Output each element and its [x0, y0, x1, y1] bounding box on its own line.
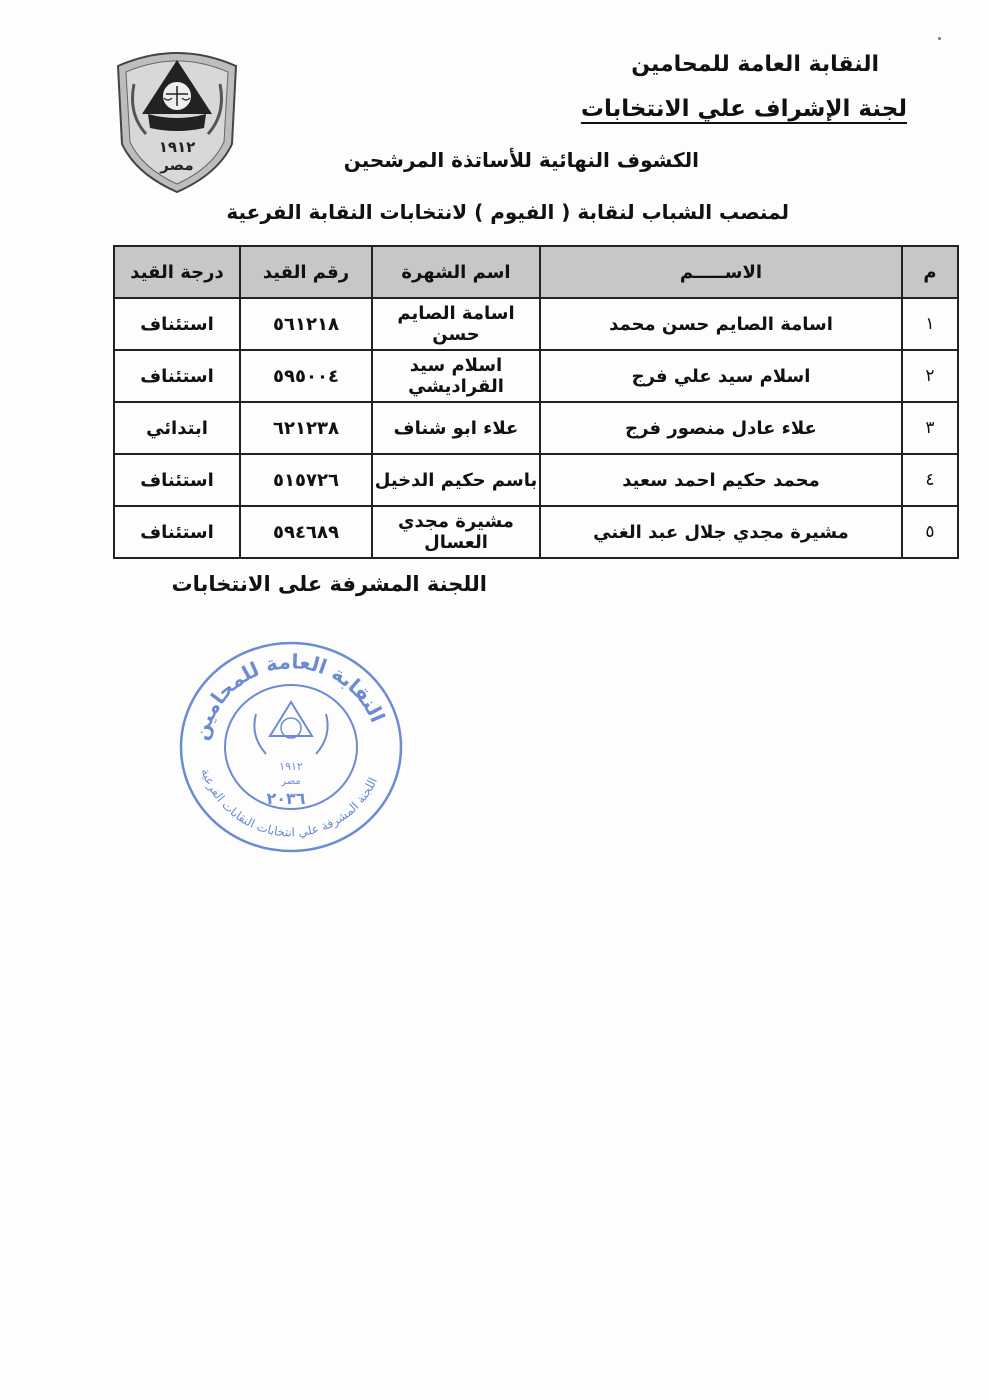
- stamp-year: ١٩١٢: [279, 760, 303, 773]
- cell-reg-no: ٥١٥٧٢٦: [240, 454, 372, 506]
- table-row: [114, 454, 958, 506]
- cell-name: اسامة الصايم حسن محمد: [540, 298, 902, 350]
- cell-grade: استئناف: [114, 298, 240, 350]
- org-name: النقابة العامة للمحامين: [631, 52, 879, 77]
- col-header-index: م: [902, 246, 958, 298]
- col-header-name: الاســـــم: [540, 246, 902, 298]
- cell-grade: استئناف: [114, 350, 240, 402]
- cell-index: ٤: [902, 454, 958, 506]
- document-title: الكشوف النهائية للأساتذة المرشحين: [343, 148, 699, 172]
- scan-speck: [938, 37, 941, 40]
- cell-name: محمد حكيم احمد سعيد: [540, 454, 902, 506]
- document-subtitle: لمنصب الشباب لنقابة ( الفيوم ) لانتخابات النقابة الفرعية: [226, 200, 789, 224]
- bar-association-logo-icon: [108, 44, 246, 194]
- col-header-grade: درجة القيد: [114, 246, 240, 298]
- cell-grade: استئناف: [114, 454, 240, 506]
- stamp-country: مصر: [281, 776, 301, 787]
- committee-title: لجنة الإشراف علي الانتخابات: [580, 96, 907, 122]
- cell-reg-no: ٦٢١٢٣٨: [240, 402, 372, 454]
- stamp-outer-text: النقابة العامة للمحامين: [188, 649, 390, 743]
- logo-year: ١٩١٢: [158, 138, 196, 156]
- cell-name: اسلام سيد علي فرج: [540, 350, 902, 402]
- cell-index: ١: [902, 298, 958, 350]
- table-row: [114, 506, 958, 558]
- table-header-row: [114, 246, 958, 298]
- cell-index: ٥: [902, 506, 958, 558]
- cell-name: مشيرة مجدي جلال عبد الغني: [540, 506, 902, 558]
- col-header-alias: اسم الشهرة: [372, 246, 540, 298]
- col-header-reg-no: رقم القيد: [240, 246, 372, 298]
- cell-grade: ابتدائي: [114, 402, 240, 454]
- stamp-bottom-text: اللجنة المشرفة علي انتخابات النقابات الفرعية: [198, 766, 380, 840]
- candidates-table: [113, 245, 959, 559]
- table-row: [114, 402, 958, 454]
- cell-alias: علاء ابو شناف: [372, 402, 540, 454]
- table-row: [114, 298, 958, 350]
- cell-reg-no: ٥٩٥٠٠٤: [240, 350, 372, 402]
- cell-index: ٢: [902, 350, 958, 402]
- table-row: [114, 350, 958, 402]
- official-stamp-icon: [176, 636, 406, 858]
- cell-grade: استئناف: [114, 506, 240, 558]
- logo-country: مصر: [160, 156, 194, 174]
- cell-index: ٣: [902, 402, 958, 454]
- stamp-number: ٢٠٣٦: [266, 789, 306, 808]
- cell-name: علاء عادل منصور فرج: [540, 402, 902, 454]
- cell-alias: باسم حكيم الدخيل: [372, 454, 540, 506]
- cell-alias: اسلام سيد القراديشي: [372, 350, 540, 402]
- cell-reg-no: ٥٩٤٦٨٩: [240, 506, 372, 558]
- cell-alias: اسامة الصايم حسن: [372, 298, 540, 350]
- committee-signature: اللجنة المشرفة على الانتخابات: [171, 572, 487, 596]
- cell-alias: مشيرة مجدي العسال: [372, 506, 540, 558]
- cell-reg-no: ٥٦١٢١٨: [240, 298, 372, 350]
